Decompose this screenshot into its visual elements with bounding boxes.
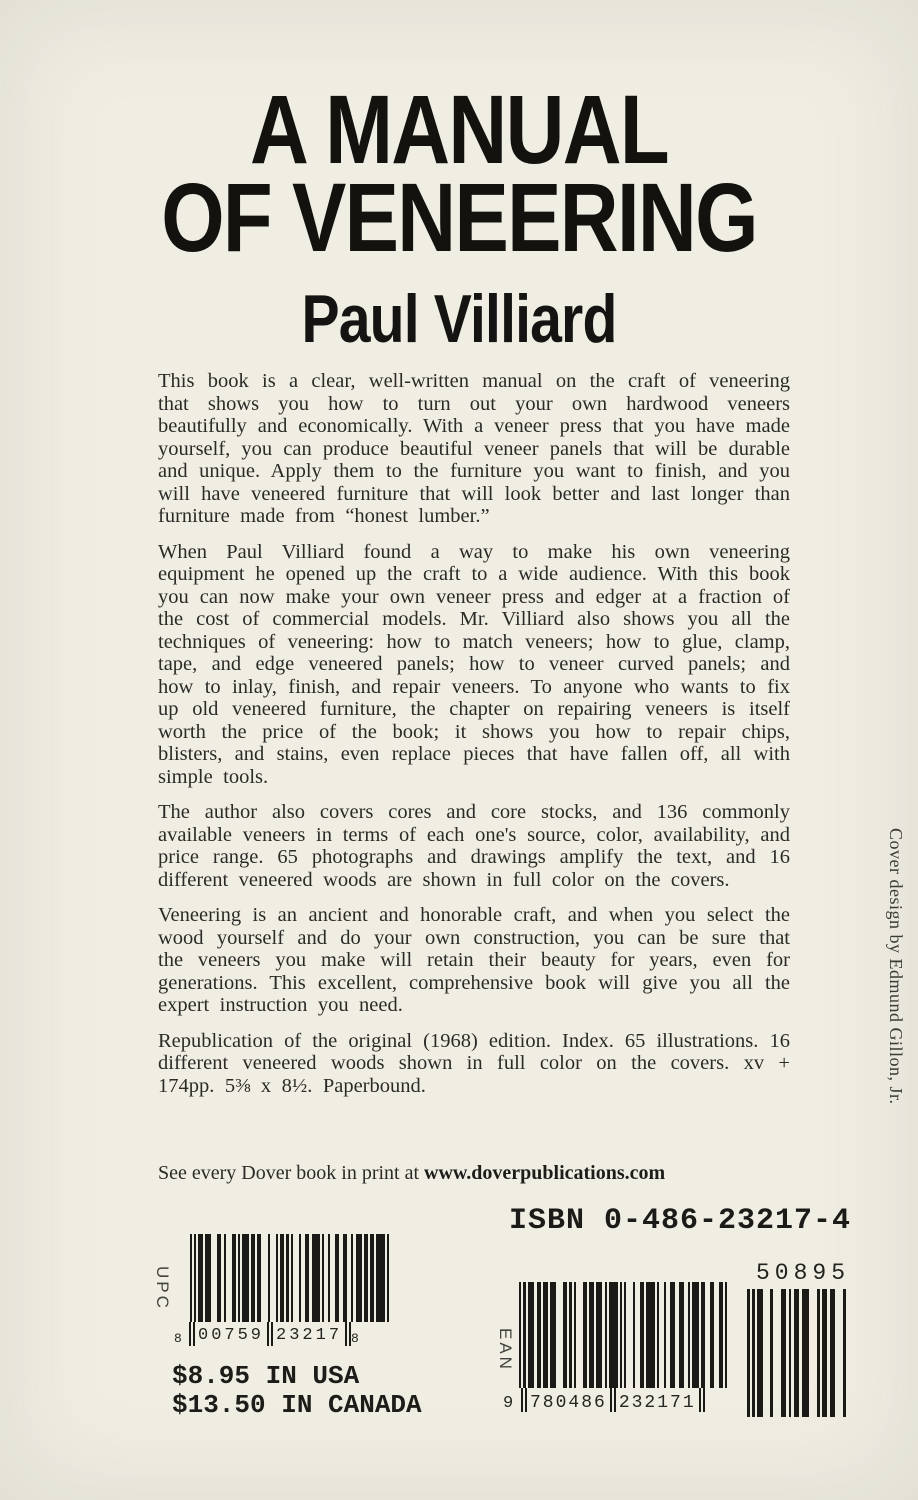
book-title-line-1: A MANUAL: [249, 75, 669, 184]
upc-barcode: [190, 1234, 450, 1322]
dover-url: www.doverpublications.com: [424, 1162, 666, 1184]
author-name: Paul Villiard: [301, 281, 617, 357]
price-block: [172, 1362, 450, 1420]
ean-digits: [503, 1388, 727, 1414]
dover-note-text: See every Dover book in print at: [158, 1162, 425, 1184]
paragraph-overview: This book is a clear, well-written manual on the craft of veneering that shows you how to turn out your own hardwood veneers beautifully and economically. With a veneer press that you have made yourself, you can produce beautiful veneer panels that will be durable and unique. Apply them to the furniture you want to finish, and you will have veneered furniture that will look better and last longer than furniture made from “honest lumber.”: [158, 370, 790, 527]
upc-digit-outer-right: 8: [351, 1331, 359, 1346]
ean-barcode: [519, 1282, 727, 1388]
ean-addon-number: 50895: [755, 1260, 850, 1286]
ean-digits-right: 232171: [618, 1393, 696, 1413]
description-text: [158, 370, 790, 1097]
upc-digits-right: 23217: [276, 1326, 343, 1345]
title-block: [0, 75, 918, 357]
cover-design-credit: Cover design by Edmund Gillon, Jr.: [886, 828, 906, 1105]
ean-digits-left: 780486: [530, 1393, 607, 1413]
paragraph-techniques: When Paul Villiard found a way to make his own veneering equipment he opened up the craft to a wide audience. With this book you can now make your own veneer press and edger at a fraction of the cost of commercial models. Mr. Villiard also shows you all the techniques of veneering: how to match veneers; how to glue, clamp, tape, and edge veneered panels; how to veneer curved panels; and how to inlay, finish, and repair veneers. To anyone who wants to fix up old veneered furniture, the chapter on repairing veneers is itself worth the price of the book; it shows you how to repair chips, blisters, and stains, even replace pieces that have fallen off, all with simple tools.: [158, 540, 790, 788]
price-usa: $8.95 IN USA: [172, 1361, 360, 1391]
isbn-text: ISBN 0-486-23217-4: [508, 1204, 852, 1238]
ean-guard-bars: [699, 1388, 705, 1412]
upc-barcode-block: [150, 1234, 450, 1420]
paragraph-craft: Veneering is an ancient and honorable craft, and when you select the wood yourself and do your own construction, you can be sure that the veneers you make will retain their beauty for years, even for generations. This excellent, comprehensive book will give you all the expert instruction you need.: [158, 904, 790, 1016]
ean-digit-outer: 9: [503, 1394, 514, 1413]
ean-addon-barcode: [747, 1289, 859, 1417]
ean-label: EAN: [496, 1328, 515, 1372]
paragraph-edition-info: Republication of the original (1968) edition. Index. 65 illustrations. 16 different veneered woods shown in full color on the covers. xv + 174pp. 5⅜ x 8½. Paperbound.: [158, 1029, 790, 1097]
upc-label: UPC: [153, 1266, 172, 1311]
paragraph-contents: The author also covers cores and core stocks, and 136 commonly available veneers in terms of each one's source, color, availability, and price range. 65 photographs and drawings amplify the text, and 16 different veneered woods are shown in full color on the covers.: [158, 801, 790, 891]
price-canada: $13.50 IN CANADA: [172, 1390, 422, 1420]
dover-note: [158, 1162, 798, 1185]
ean-addon-group: [747, 1260, 859, 1417]
upc-digits: [174, 1322, 450, 1346]
book-title-line-2: OF VENEERING: [161, 163, 757, 272]
upc-digits-left: 00759: [198, 1326, 265, 1345]
upc-digit-outer-left: 8: [174, 1331, 182, 1346]
